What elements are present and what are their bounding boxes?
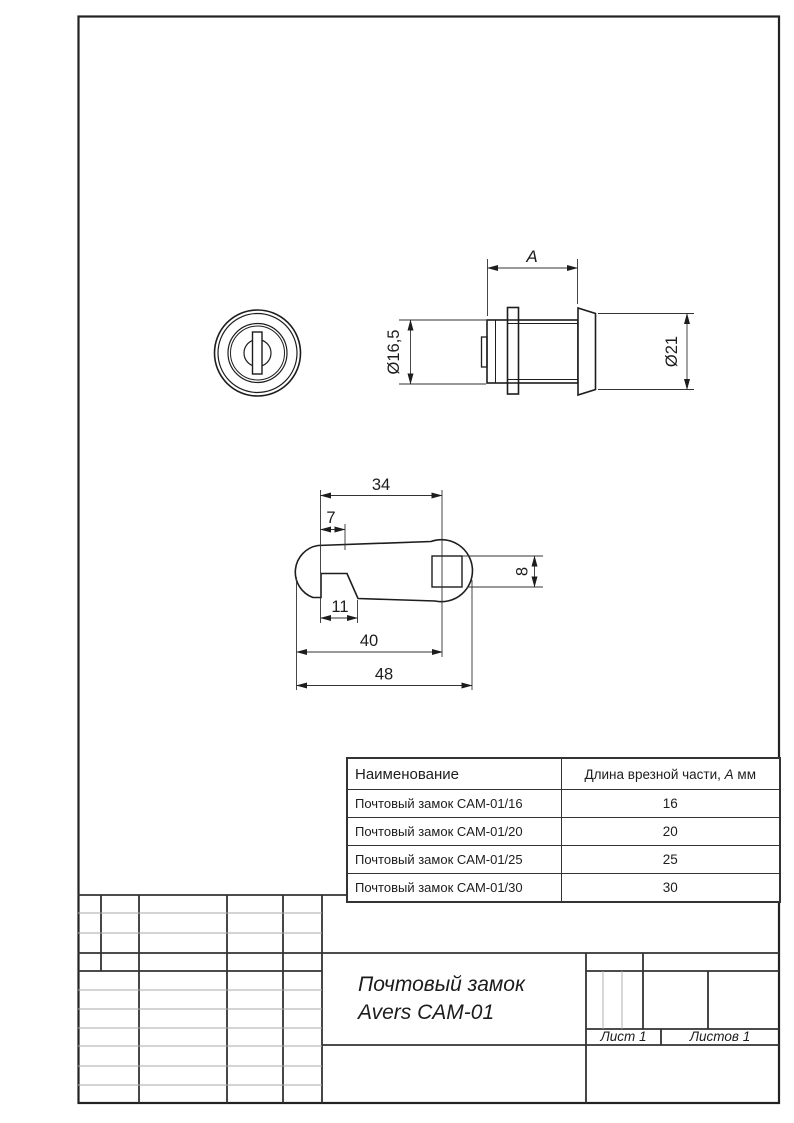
lock-face-front-view <box>215 310 301 396</box>
table-header-row <box>347 758 780 790</box>
lock-body <box>487 320 578 383</box>
column-header-length <box>561 758 780 790</box>
dim-head-diameter-label: Ø21 <box>663 335 681 368</box>
product-name-cell: Почтовый замок CAM-01/20 <box>347 818 561 846</box>
table-row <box>347 846 780 874</box>
dim-d16-extension-lines <box>399 320 486 384</box>
drawing-frame <box>79 17 780 1104</box>
length-header-suffix: мм <box>733 766 756 782</box>
dim-7-label: 7 <box>326 509 336 527</box>
length-header-prefix: Длина врезной части, <box>584 766 725 782</box>
product-name-cell: Почтовый замок CAM-01/25 <box>347 846 561 874</box>
length-value-cell: 20 <box>561 818 780 846</box>
drawing-title-line1: Почтовый замок <box>358 973 525 996</box>
spec-table <box>346 757 781 903</box>
lock-cylinder-side-view <box>482 308 596 396</box>
cam-square-hole <box>432 556 462 587</box>
product-name-cell: Почтовый замок CAM-01/16 <box>347 790 561 818</box>
title-block-name <box>322 953 586 1045</box>
keyway-slot <box>253 332 263 374</box>
body-thread-lines <box>519 324 579 380</box>
dim-40-label: 40 <box>359 632 379 650</box>
table-row <box>347 874 780 903</box>
sheet-number-cell: Лист 1 <box>600 1029 647 1044</box>
product-name-cell: Почтовый замок CAM-01/30 <box>347 874 561 903</box>
length-header-variable: А <box>724 766 734 782</box>
length-value-cell: 25 <box>561 846 780 874</box>
table-row <box>347 818 780 846</box>
dim-A-label: A <box>526 247 538 266</box>
lock-head <box>578 308 596 395</box>
dim-34-label: 34 <box>371 476 391 494</box>
dim-48-label: 48 <box>374 665 394 684</box>
cam-lever-view <box>295 540 472 602</box>
dim-body-diameter-label: Ø16,5 <box>385 329 403 375</box>
dim-11-label: 11 <box>331 598 349 616</box>
length-value-cell: 30 <box>561 874 780 903</box>
sheets-total-cell: Листов 1 <box>689 1029 751 1044</box>
side-view-dimensions <box>399 259 694 390</box>
dim-8-label: 8 <box>513 566 532 577</box>
drawing-title-line2: Avers CAM-01 <box>358 1001 495 1024</box>
length-value-cell: 16 <box>561 790 780 818</box>
rear-tab <box>482 337 488 367</box>
table-row <box>347 790 780 818</box>
column-header-name: Наименование <box>347 758 561 790</box>
